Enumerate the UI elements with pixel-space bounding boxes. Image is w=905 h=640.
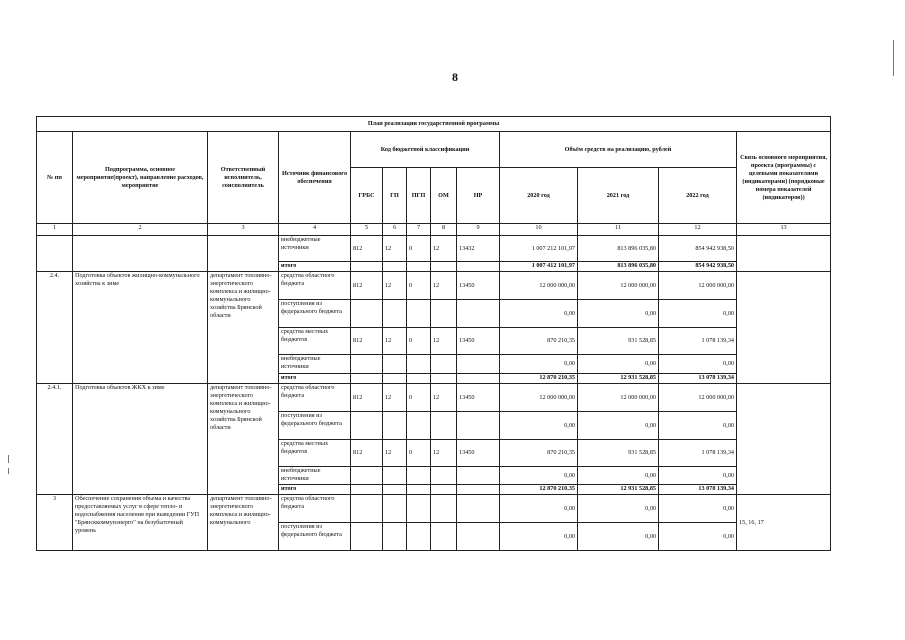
gp-cell: 12 [383,440,407,467]
item-name: Обеспечение сохранения объема и качества предоставляемых услуг в сфере тепло- и водоснабжения населения при выведении ГУП "Брянсккоммунэнерго" на безубыточный уровень [73,495,208,551]
source-cell: поступления из федерального бюджета [279,412,351,440]
page-number: 8 [452,70,458,84]
value-2020: 1 007 212 101,97 [500,236,578,262]
table-title: План реализации государственной программы [37,117,831,132]
total-2022: 854 942 938,50 [659,262,737,272]
total-2020: 1 007 412 101,97 [500,262,578,272]
table-row [37,272,831,300]
value-2022: 0,00 [659,300,737,328]
nr-cell: 13450 [457,272,500,300]
value-2020: 0,00 [500,467,578,485]
value-2021: 931 528,85 [578,328,659,355]
total-2021: 12 931 528,85 [578,374,659,384]
margin-mark [8,468,9,474]
value-2021: 0,00 [578,523,659,551]
col-number: 5 [351,224,383,236]
value-2021: 0,00 [578,412,659,440]
margin-mark [893,40,894,76]
source-cell: средства областного бюджета [279,495,351,523]
value-2021: 12 000 000,00 [578,272,659,300]
pgp-cell: 0 [407,236,431,262]
col-number: 7 [407,224,431,236]
value-2022: 0,00 [659,355,737,374]
value-2021: 0,00 [578,300,659,328]
total-2022: 13 078 139,34 [659,374,737,384]
item-name: Подготовка объектов ЖКХ к зиме [73,384,208,495]
table-row [37,495,831,523]
nr-cell: 13450 [457,328,500,355]
value-2020: 0,00 [500,300,578,328]
pgp-cell: 0 [407,440,431,467]
om-cell: 12 [431,440,457,467]
grbs-cell: 812 [351,328,383,355]
pgp-cell: 0 [407,384,431,412]
total-label: итого [279,262,351,272]
header-budget-code: Код бюджетной классификации [351,132,500,168]
value-2021: 0,00 [578,467,659,485]
value-2020: 12 000 000,00 [500,384,578,412]
header-pgp: ПГП [407,168,431,224]
value-2021: 0,00 [578,355,659,374]
nr-cell: 13450 [457,384,500,412]
value-2022: 12 000 000,00 [659,272,737,300]
header-om: ОМ [431,168,457,224]
total-2020: 12 870 210,35 [500,485,578,495]
value-2020: 0,00 [500,495,578,523]
col-number: 13 [737,224,831,236]
value-2022: 854 942 938,50 [659,236,737,262]
header-responsible: Ответственный исполнитель, соисполнитель [208,132,279,224]
grbs-cell: 812 [351,236,383,262]
col-number: 12 [659,224,737,236]
header-2021: 2021 год [578,168,659,224]
value-2022: 0,00 [659,412,737,440]
total-2021: 12 931 528,85 [578,485,659,495]
source-cell: средства областного бюджета [279,272,351,300]
source-cell: внебюджетные источники [279,467,351,485]
om-cell: 12 [431,328,457,355]
gp-cell: 12 [383,384,407,412]
total-label: итого [279,485,351,495]
om-cell: 12 [431,236,457,262]
header-subprogram: Подпрограмма, основное мероприятие(проект), направление расходов, мероприятие [73,132,208,224]
item-name: Подготовка объектов жилищно-коммунального хозяйства к зиме [73,272,208,384]
source-cell: средства областного бюджета [279,384,351,412]
total-label: итого [279,374,351,384]
om-cell: 12 [431,384,457,412]
value-2020: 0,00 [500,523,578,551]
header-num: № пп [37,132,73,224]
col-number: 11 [578,224,659,236]
total-2022: 13 078 139,34 [659,485,737,495]
program-plan-table [36,116,831,551]
item-number: 2.4. [37,272,73,384]
value-2020: 870 210,35 [500,328,578,355]
item-responsible: департамент топливно-энергетического комплекса и жилищно-коммунального хозяйства Брянской области [208,272,279,384]
om-cell: 12 [431,272,457,300]
item-number: 3 [37,495,73,551]
value-2022: 12 000 000,00 [659,384,737,412]
col-number: 3 [208,224,279,236]
margin-mark [8,455,9,463]
col-number: 8 [431,224,457,236]
value-2022: 0,00 [659,467,737,485]
total-2020: 12 870 210,35 [500,374,578,384]
value-2022: 0,00 [659,495,737,523]
pgp-cell: 0 [407,328,431,355]
gp-cell: 12 [383,328,407,355]
source-cell: средства местных бюджетов [279,328,351,355]
value-2020: 12 000 000,00 [500,272,578,300]
nr-cell: 13450 [457,440,500,467]
item-responsible: департамент топливно-энергетического комплекса и жилищно-коммунального [208,495,279,551]
value-2022: 1 078 139,34 [659,440,737,467]
header-grbs: ГРБС [351,168,383,224]
value-2022: 1 078 139,34 [659,328,737,355]
col-number: 9 [457,224,500,236]
gp-cell: 12 [383,272,407,300]
nr-cell: 13432 [457,236,500,262]
value-2020: 870 210,35 [500,440,578,467]
col-number: 1 [37,224,73,236]
gp-cell: 12 [383,236,407,262]
value-2022: 0,00 [659,523,737,551]
table-row [37,384,831,412]
value-2021: 813 896 035,80 [578,236,659,262]
value-2021: 0,00 [578,495,659,523]
header-2022: 2022 год [659,168,737,224]
table-row [37,236,831,262]
header-volume: Объём средств на реализацию, рублей [500,132,737,168]
item-responsible: департамент топливно-энергетического комплекса и жилищно-коммунального хозяйства Брянской области [208,384,279,495]
pgp-cell: 0 [407,272,431,300]
item-number: 2.4.1. [37,384,73,495]
indicator-link: 15, 16, 17 [737,495,831,551]
value-2020: 0,00 [500,412,578,440]
source-cell: внебюджетные источники [279,236,351,262]
source-cell: внебюджетные источники [279,355,351,374]
col-number: 6 [383,224,407,236]
col-number: 2 [73,224,208,236]
header-nr: НР [457,168,500,224]
header-2020: 2020 год [500,168,578,224]
header-source: Источник финансового обеспечения [279,132,351,224]
value-2021: 12 000 000,00 [578,384,659,412]
col-number: 4 [279,224,351,236]
total-2021: 813 896 035,80 [578,262,659,272]
source-cell: поступления из федерального бюджета [279,523,351,551]
col-number: 10 [500,224,578,236]
source-cell: поступления из федерального бюджета [279,300,351,328]
source-cell: средства местных бюджетов [279,440,351,467]
header-gp: ГП [383,168,407,224]
value-2020: 0,00 [500,355,578,374]
grbs-cell: 812 [351,272,383,300]
header-link: Связь основного мероприятия, проекта (программы) с целевыми показателями (индикаторами) (порядковые номера показателей (индикаторов)) [737,132,831,224]
value-2021: 931 528,85 [578,440,659,467]
grbs-cell: 812 [351,440,383,467]
grbs-cell: 812 [351,384,383,412]
